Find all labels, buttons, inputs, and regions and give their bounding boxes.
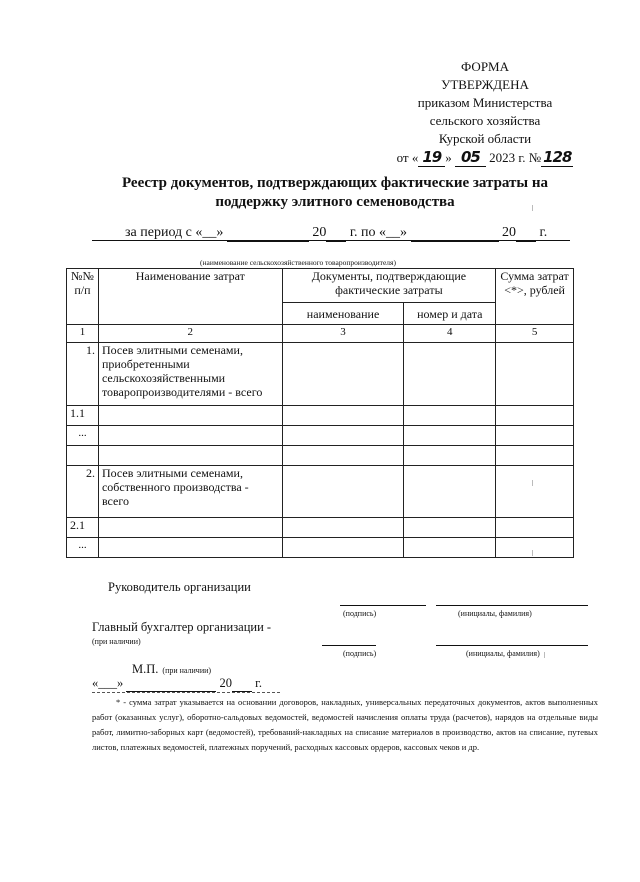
date-year: 20 bbox=[219, 676, 232, 690]
chief-accountant-note: (при наличии) bbox=[92, 637, 141, 646]
table-row bbox=[67, 466, 574, 518]
accountant-name-caption: (инициалы, фамилия) bbox=[466, 649, 540, 658]
producer-name-line bbox=[92, 240, 570, 241]
header-docs: Документы, подтверждающие фактические затраты bbox=[282, 269, 496, 303]
scan-artifact bbox=[544, 652, 545, 658]
document-title bbox=[70, 174, 600, 212]
title-line-1: Реестр документов, подтверждающих фактические затраты на bbox=[121, 175, 549, 191]
date-end: г. bbox=[255, 676, 262, 690]
header-name: Наименование затрат bbox=[98, 269, 282, 325]
date-day: «___» bbox=[92, 676, 124, 690]
table-row bbox=[67, 343, 574, 406]
column-number-row bbox=[67, 325, 574, 343]
row-name bbox=[98, 518, 282, 538]
row-num: 1.1 bbox=[67, 406, 99, 426]
approval-month: 05 bbox=[455, 148, 486, 167]
seal-note: (при наличии) bbox=[162, 666, 212, 675]
row-name: Посев элитными семенами, собственного производства - всего bbox=[98, 466, 282, 518]
header-doc-name: наименование bbox=[282, 303, 404, 325]
row-name: Посев элитными семенами, приобретенными сельскохозяйственными товаропроизводителями - всего bbox=[98, 343, 282, 406]
date-mid: » bbox=[445, 150, 452, 165]
row-num: 2. bbox=[67, 466, 99, 518]
row-num: ... bbox=[67, 538, 99, 558]
head-signature-line bbox=[340, 605, 426, 606]
table-row bbox=[67, 538, 574, 558]
head-name-line bbox=[436, 605, 588, 606]
head-name-caption: (инициалы, фамилия) bbox=[458, 609, 532, 618]
form-label: ФОРМА bbox=[461, 59, 509, 74]
footnote bbox=[92, 695, 598, 755]
scan-artifact bbox=[532, 205, 533, 211]
approval-line-1: приказом Министерства bbox=[417, 95, 553, 110]
col-number: 5 bbox=[496, 325, 574, 343]
chief-accountant: Главный бухгалтер организации - bbox=[92, 620, 272, 634]
approval-year: 2023 bbox=[489, 150, 516, 165]
footnote-text: * - сумма затрат указывается на основании договоров, накладных, универсальных передаточных документов, актов выполненных работ (оказанных услуг), оборотно-сальдовых ведомостей, ведомостей начисления оплаты труда (расчетов), нарядов на отдельные виды работ, лимитно-заборных карт (ведомостей), требований-накладных на списание материалов в производство, актов на списание, путевых листов, платежных ведомостей, платежных поручений, расходных кассовых ордеров, кассовых чеков и др. bbox=[92, 697, 598, 752]
period-year-1: 20 bbox=[312, 225, 327, 240]
approval-date-line bbox=[380, 148, 590, 167]
approval-block bbox=[380, 58, 590, 167]
order-number-label: г. № bbox=[518, 150, 542, 165]
col-number: 2 bbox=[98, 325, 282, 343]
row-name bbox=[98, 538, 282, 558]
col-number: 4 bbox=[404, 325, 496, 343]
date-prefix: от « bbox=[396, 150, 419, 165]
table-header-row bbox=[67, 269, 574, 303]
scan-artifact bbox=[532, 550, 533, 556]
table-row bbox=[67, 406, 574, 426]
title-line-2: поддержку элитного семеноводства bbox=[215, 194, 455, 210]
row-num: 1. bbox=[67, 343, 99, 406]
period-end: г. bbox=[539, 225, 548, 240]
row-num: 2.1 bbox=[67, 518, 99, 538]
scan-artifact bbox=[532, 480, 533, 486]
table-row bbox=[67, 426, 574, 446]
period-year-2: 20 bbox=[502, 225, 517, 240]
header-doc-num: номер и дата bbox=[404, 303, 496, 325]
approved-label: УТВЕРЖДЕНА bbox=[441, 77, 529, 92]
order-number: 128 bbox=[543, 148, 572, 166]
signature-date bbox=[92, 676, 262, 692]
head-of-organization: Руководитель организации bbox=[108, 580, 251, 594]
head-signature-caption: (подпись) bbox=[343, 609, 377, 618]
row-name bbox=[98, 426, 282, 446]
header-sum: Сумма затрат <*>, рублей bbox=[496, 269, 574, 325]
seal-label: М.П. bbox=[132, 662, 159, 676]
accountant-signature-line bbox=[322, 645, 376, 646]
table-row bbox=[67, 446, 574, 466]
approval-line-3: Курской области bbox=[438, 131, 532, 146]
row-name bbox=[98, 406, 282, 426]
accountant-signature-caption: (подпись) bbox=[343, 649, 377, 658]
accountant-name-line bbox=[436, 645, 588, 646]
row-name bbox=[98, 446, 282, 466]
period-from: за период с «__» bbox=[125, 225, 224, 240]
registry-table bbox=[66, 268, 574, 558]
col-number: 3 bbox=[282, 325, 404, 343]
approval-line-2: сельского хозяйства bbox=[429, 113, 541, 128]
approval-day: 19 bbox=[418, 148, 445, 167]
table-row bbox=[67, 518, 574, 538]
period-to: г. по «__» bbox=[349, 225, 408, 240]
row-num: ... bbox=[67, 426, 99, 446]
producer-caption: (наименование сельскохозяйственного товаропроизводителя) bbox=[200, 258, 396, 267]
header-num: №№ п/п bbox=[67, 269, 99, 325]
footnote-separator bbox=[92, 692, 280, 693]
col-number: 1 bbox=[67, 325, 99, 343]
row-num bbox=[67, 446, 99, 466]
